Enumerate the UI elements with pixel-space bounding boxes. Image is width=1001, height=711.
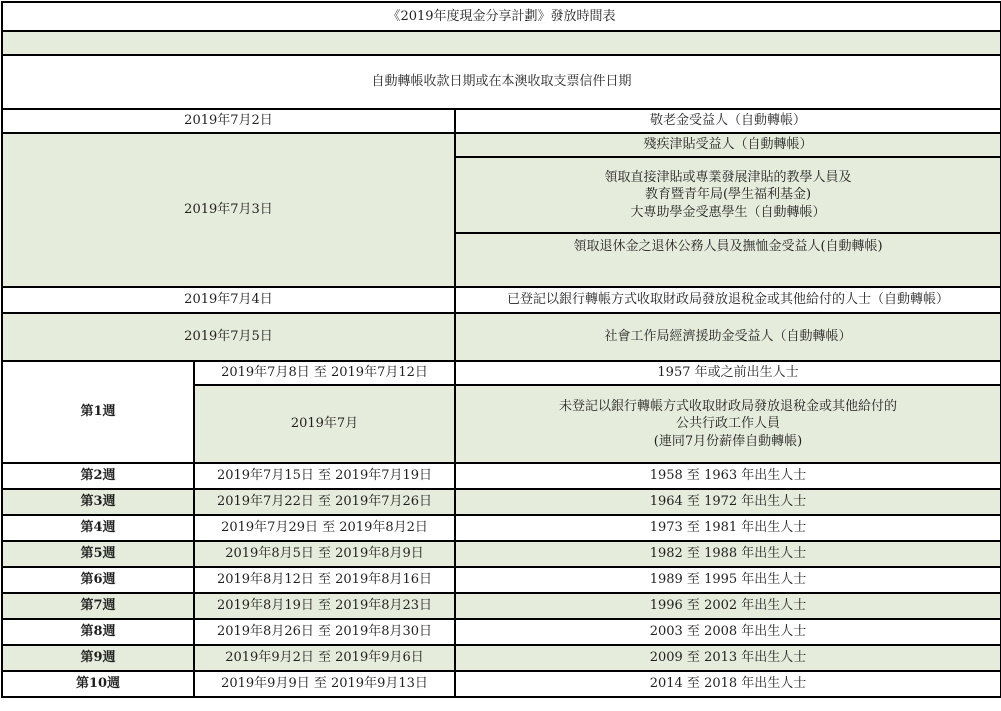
week-label: 第10週: [2, 671, 194, 697]
date-cell: 2019年7月4日: [2, 287, 455, 313]
spacer-cell: [2, 31, 1001, 55]
date-range-cell: 2019年8月5日 至 2019年8月9日: [194, 541, 455, 567]
title-row: [2, 2, 1001, 31]
desc-line: 公共行政工作人員: [676, 416, 781, 432]
desc-line: 教育暨青年局(學生福利基金): [644, 187, 812, 203]
table-row: [2, 515, 1001, 541]
desc-cell: 已登記以銀行轉帳方式收取財政局發放退稅金或其他給付的人士（自動轉帳）: [455, 287, 1001, 313]
desc-cell: 敬老金受益人（自動轉帳）: [455, 109, 1001, 133]
column-header: 自動轉帳收款日期或在本澳收取支票信件日期: [2, 55, 1001, 109]
desc-line: 領取直接津貼或專業發展津貼的教學人員及: [604, 169, 852, 185]
header-row: [2, 55, 1001, 109]
date-cell: 2019年7月3日: [2, 133, 455, 287]
page-title: 《2019年度現金分享計劃》發放時間表: [2, 2, 1001, 31]
date-range-cell: 2019年7月29日 至 2019年8月2日: [194, 515, 455, 541]
desc-cell: 領取退休金之退休公務人員及撫恤金受益人(自動轉帳): [455, 233, 1001, 287]
date-cell: 2019年7月2日: [2, 109, 455, 133]
desc-cell: 1973 至 1981 年出生人士: [455, 515, 1001, 541]
desc-cell: 社會工作局經濟援助金受益人（自動轉帳）: [455, 313, 1001, 361]
week-label: 第2週: [2, 463, 194, 489]
desc-cell-multiline: [455, 385, 1001, 463]
desc-cell: 1964 至 1972 年出生人士: [455, 489, 1001, 515]
table-row: [2, 541, 1001, 567]
date-range-cell: 2019年7月15日 至 2019年7月19日: [194, 463, 455, 489]
desc-cell: 殘疾津貼受益人（自動轉帳）: [455, 133, 1001, 157]
week-label: 第7週: [2, 593, 194, 619]
date-cell: 2019年7月5日: [2, 313, 455, 361]
desc-cell: 1982 至 1988 年出生人士: [455, 541, 1001, 567]
date-range-cell: 2019年8月12日 至 2019年8月16日: [194, 567, 455, 593]
date-range-cell: 2019年9月9日 至 2019年9月13日: [194, 671, 455, 697]
desc-cell: 1989 至 1995 年出生人士: [455, 567, 1001, 593]
desc-cell: 1958 至 1963 年出生人士: [455, 463, 1001, 489]
desc-cell: 2003 至 2008 年出生人士: [455, 619, 1001, 645]
week-label: 第5週: [2, 541, 194, 567]
desc-cell: 2014 至 2018 年出生人士: [455, 671, 1001, 697]
week-label: 第6週: [2, 567, 194, 593]
table-row: [2, 463, 1001, 489]
desc-cell: 2009 至 2013 年出生人士: [455, 645, 1001, 671]
date-range-cell: 2019年9月2日 至 2019年9月6日: [194, 645, 455, 671]
table-row: [2, 645, 1001, 671]
spacer-row: [2, 31, 1001, 55]
table-row: [2, 567, 1001, 593]
week-label: 第3週: [2, 489, 194, 515]
week-label: 第4週: [2, 515, 194, 541]
table-row: [2, 287, 1001, 313]
week-label: 第1週: [2, 361, 194, 463]
table-row: [2, 593, 1001, 619]
week-label: 第8週: [2, 619, 194, 645]
table-row: [2, 619, 1001, 645]
week-label: 第9週: [2, 645, 194, 671]
table-row: [2, 133, 1001, 157]
table-row: [2, 361, 1001, 385]
date-range-cell: 2019年8月19日 至 2019年8月23日: [194, 593, 455, 619]
table-row: [2, 109, 1001, 133]
table-row: [2, 671, 1001, 697]
desc-line: 大專助學金受惠學生（自動轉帳）: [630, 204, 826, 220]
table-row: [2, 313, 1001, 361]
date-range-cell: 2019年7月: [194, 385, 455, 463]
desc-line: 未登記以銀行轉帳方式收取財政局發放退稅金或其他給付的: [559, 398, 898, 414]
desc-cell: 1996 至 2002 年出生人士: [455, 593, 1001, 619]
schedule-table: [1, 1, 1001, 698]
date-range-cell: 2019年7月22日 至 2019年7月26日: [194, 489, 455, 515]
desc-line: (連同7月份薪俸自動轉帳): [653, 433, 803, 449]
date-range-cell: 2019年8月26日 至 2019年8月30日: [194, 619, 455, 645]
desc-cell-multiline: [455, 157, 1001, 233]
date-range-cell: 2019年7月8日 至 2019年7月12日: [194, 361, 455, 385]
table-row: [2, 489, 1001, 515]
desc-cell: 1957 年或之前出生人士: [455, 361, 1001, 385]
